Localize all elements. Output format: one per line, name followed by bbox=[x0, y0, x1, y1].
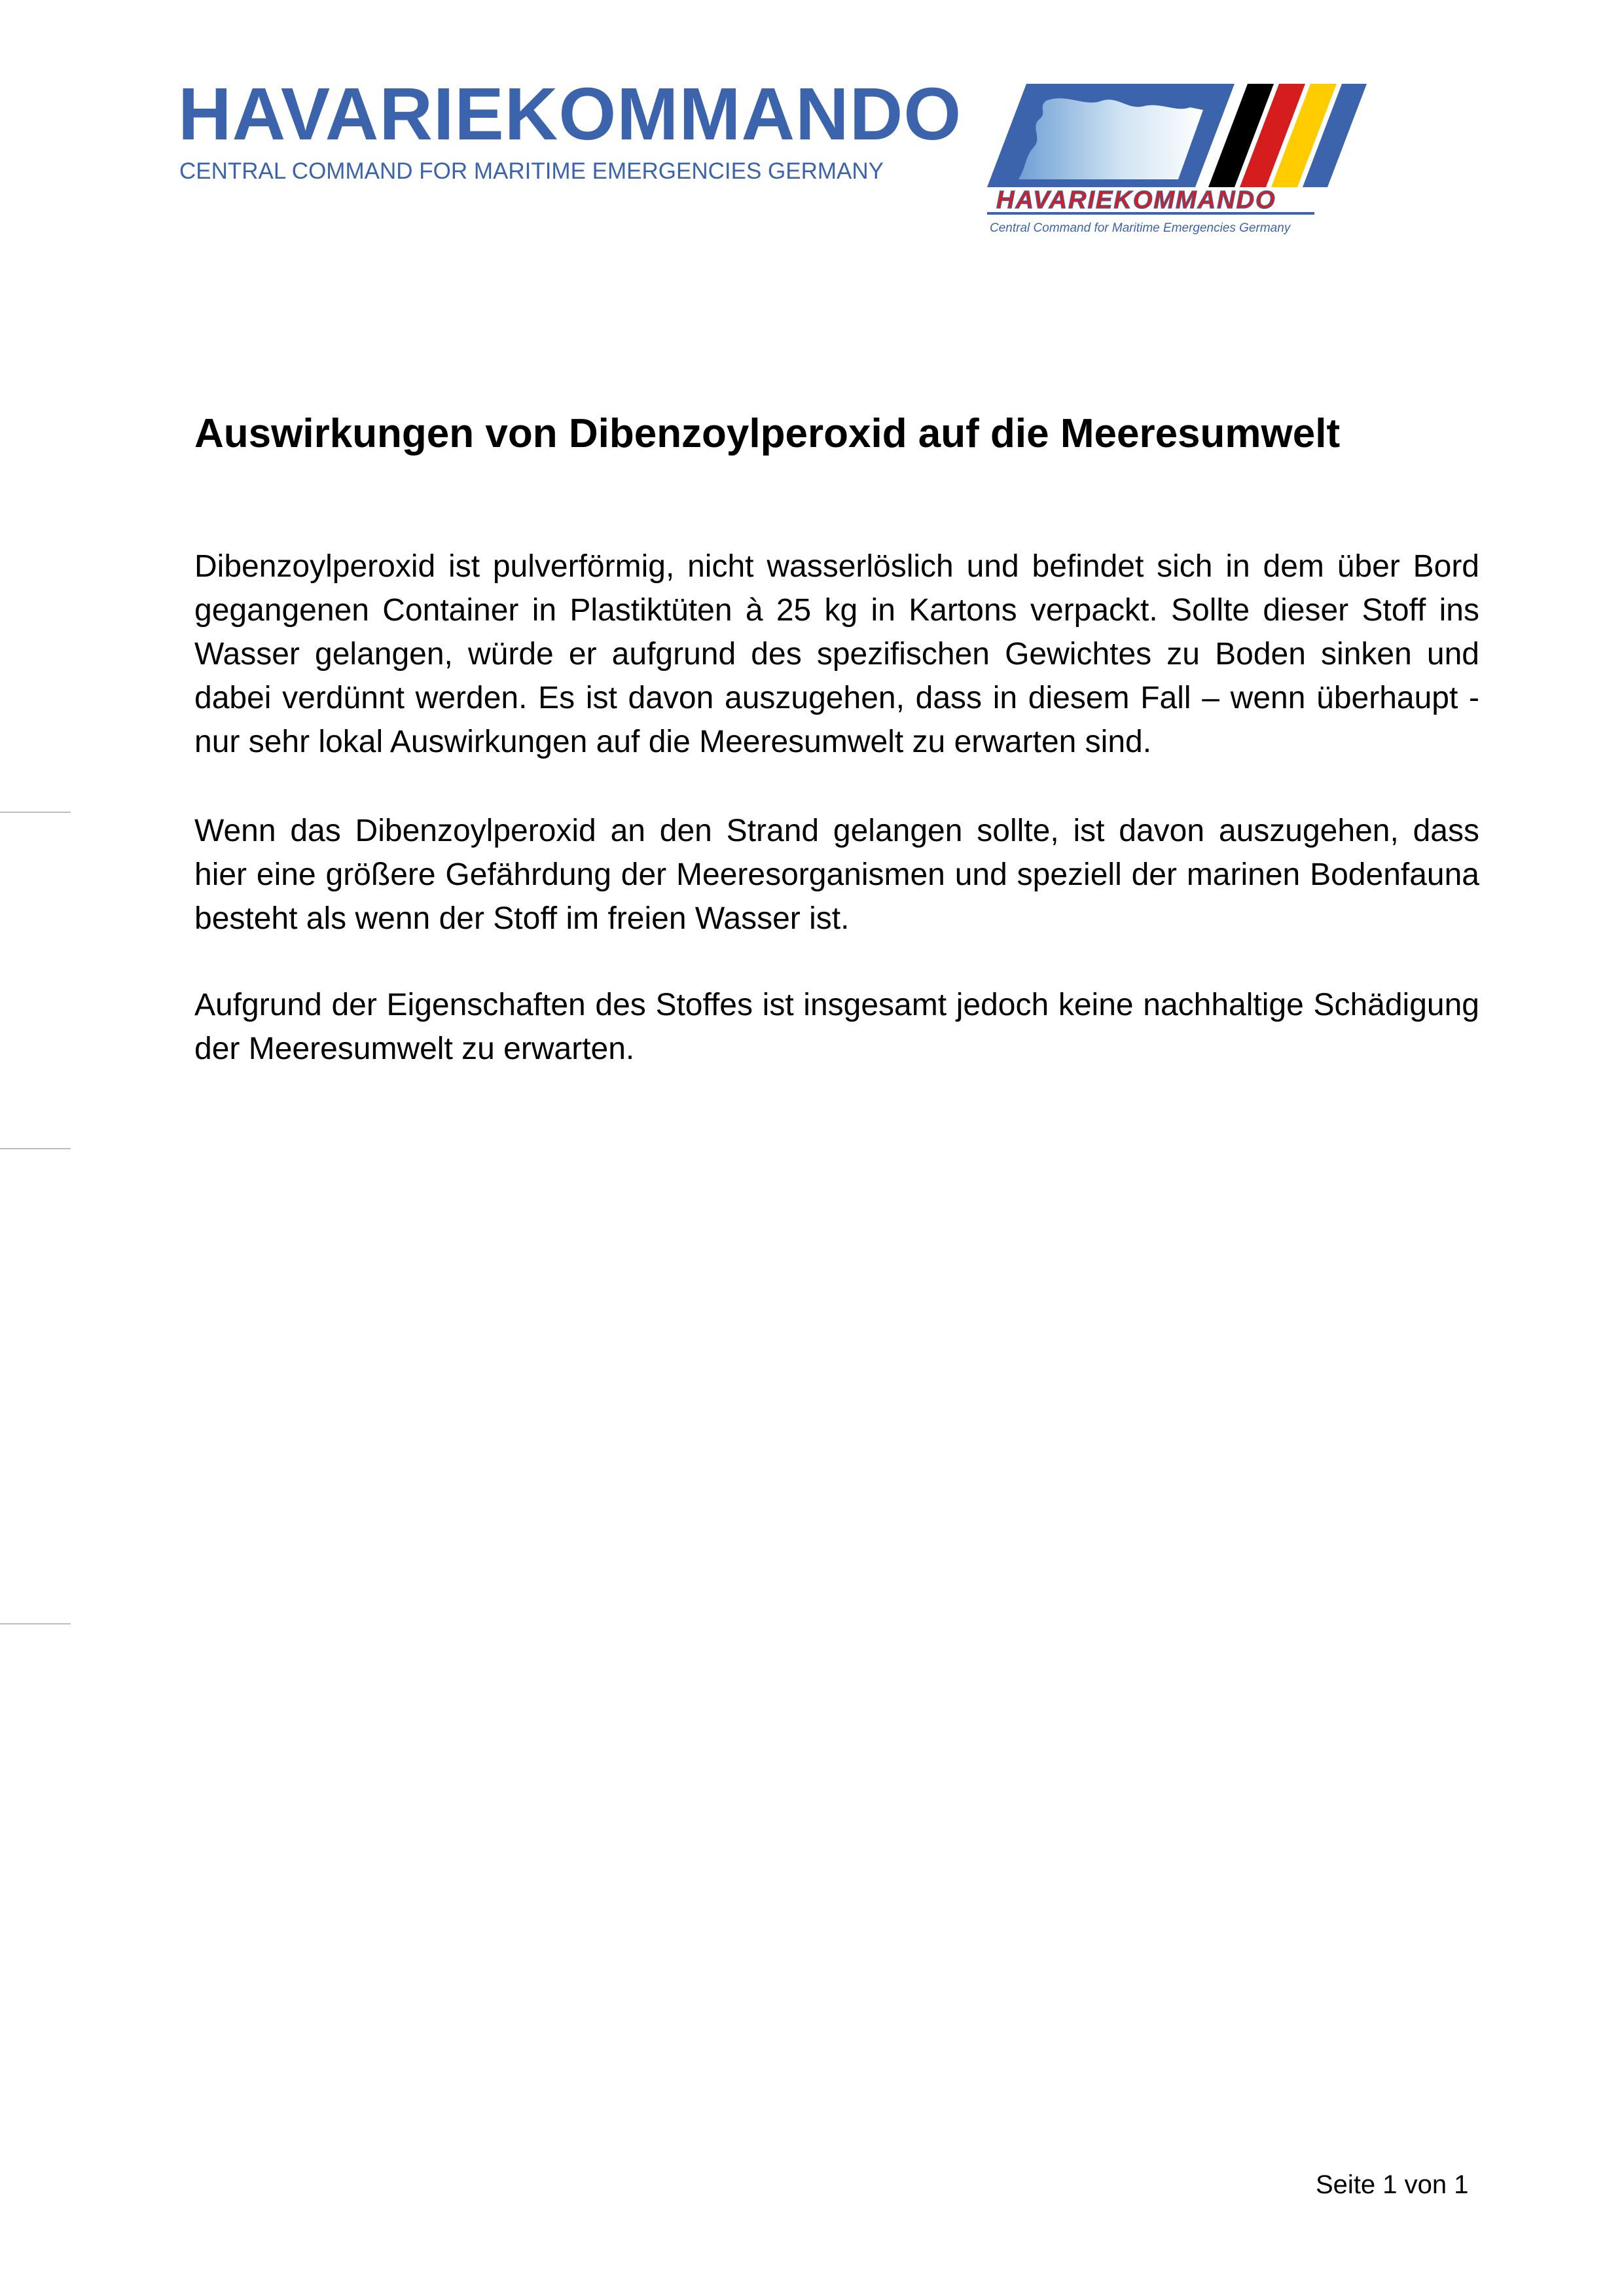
paragraph-3: Aufgrund der Eigenschaften des Stoffes ist insgesamt jedoch keine nachhaltige Schädigung der Meeresumwelt zu erwarten. bbox=[194, 988, 1479, 1066]
fold-mark-bottom bbox=[0, 1623, 71, 1624]
organization-title: HAVARIEKOMMANDO bbox=[178, 73, 962, 155]
paragraph-2: Wenn das Dibenzoylperoxid an den Strand gelangen sollte, ist davon auszugehen, dass hier eine größere Gefährdung der Meeresorganismen und speziell der marinen Bodenfauna besteht als wenn der Stoff im freien Wasser ist. bbox=[194, 814, 1479, 936]
logo-tagline: Central Command for Maritime Emergencies Germany bbox=[990, 221, 1291, 235]
logo-wordmark: HAVARIEKOMMANDO bbox=[996, 187, 1276, 214]
logo-coastline-map bbox=[1019, 98, 1203, 179]
document-title: Auswirkungen von Dibenzoylperoxid auf die Meeresumwelt bbox=[194, 411, 1341, 456]
fold-mark-top bbox=[0, 812, 71, 813]
punch-mark bbox=[0, 1148, 71, 1149]
havariekommando-logo bbox=[987, 81, 1367, 237]
organization-subtitle: CENTRAL COMMAND FOR MARITIME EMERGENCIES GERMANY bbox=[179, 158, 884, 184]
paragraph-1: Dibenzoylperoxid ist pulverförmig, nicht wasserlöslich und befindet sich in dem über Bord gegangenen Container in Plastiktüten à 25 kg in Kartons verpackt. Sollte dieser Stoff ins Wasser gelangen, würde er aufgrund des spezifischen Gewichtes zu Boden sinken und dabei verdünnt werden. Es ist davon auszugehen, dass in diesem Fall – wenn überhaupt - nur sehr lokal Auswirkungen auf die Meeresumwelt zu erwarten sind. bbox=[194, 549, 1479, 759]
page-number: Seite 1 von 1 bbox=[1316, 2170, 1469, 2199]
